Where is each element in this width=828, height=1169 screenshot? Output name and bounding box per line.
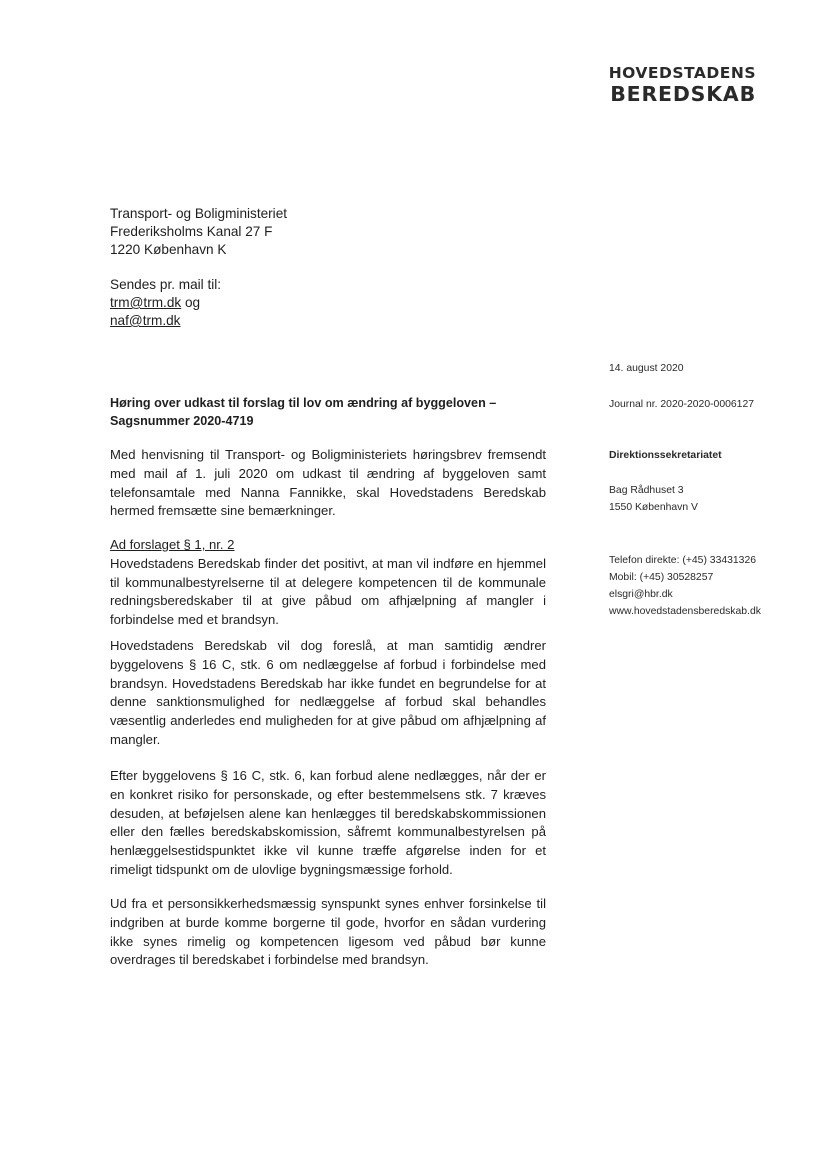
- direct-phone: Telefon direkte: (+45) 33431326: [609, 555, 757, 566]
- recipient-city: 1220 København K: [110, 242, 227, 257]
- mobile-phone: Mobil: (+45) 30528257: [609, 572, 714, 583]
- send-by-mail-block: [110, 276, 221, 330]
- section-block: [110, 536, 546, 630]
- paragraph-section-1: Hovedstadens Beredskab finder det positivt, at man vil indføre en hjemmel til kommunalbestyrelserne til at delegere kompetencen til de kommunale redningsberedskaber til at give påbud om afhjælpning af mangler i forbindelse med et brandsyn.: [110, 555, 546, 628]
- logo-line-1: HOVEDSTADENS: [608, 64, 756, 82]
- paragraph-conclusion: Ud fra et personsikkerhedsmæssig synspunkt synes enhver forsinkelse til indgriben at burde komme borgerne til gode, hvorfor en sådan vurdering ikke synes rimelig og kompetencen ligesom ved påbud bør kunne overdrages til beredskabet i forbindelse med brandsyn.: [110, 896, 546, 968]
- department-name: Direktionssekretariatet: [609, 450, 722, 461]
- website: www.hovedstadensberedskab.dk: [609, 606, 761, 617]
- recipient-address: [110, 205, 287, 259]
- recipient-street: Frederiksholms Kanal 27 F: [110, 224, 273, 239]
- paragraph-legal-basis: Efter byggelovens § 16 C, stk. 6, kan forbud alene nedlægges, når der er en konkret risiko for personskade, og efter bestemmelsens stk. 7 kræves desuden, at beføjelsen alene kan henlægges til beredskabskommissionen eller den fælles beredskabskomission, såfremt kommunalbestyrelsen på henlæggelsestidspunktet ikke vil kunne træffe afgørelse inden for et rimeligt tidspunkt om de ulovlige bygningsmæssige forhold.: [110, 768, 546, 877]
- sender-street: Bag Rådhuset 3: [609, 485, 684, 496]
- letter-date: 14. august 2020: [609, 363, 684, 374]
- section-heading: Ad forslaget § 1, nr. 2: [110, 537, 235, 552]
- email-connector: og: [181, 295, 201, 310]
- email-link-trm[interactable]: trm@trm.dk: [110, 295, 182, 310]
- sender-city: 1550 København V: [609, 502, 698, 513]
- letter-subject: Høring over udkast til forslag til lov om ændring af byggeloven – Sagsnummer 2020-4719: [110, 396, 497, 428]
- recipient-name: Transport- og Boligministeriet: [110, 206, 288, 221]
- paragraph-proposal: Hovedstadens Beredskab vil dog foreslå, at man samtidig ændrer byggelovens § 16 C, stk. 6 om nedlæggelse af forbud i forbindelse med brandsyn. Hovedstadens Beredskab har ikke fundet en begrundelse for at denne sanktionsmulighed for nedlæggelse af forbud skal behandles væsentlig anderledes end muligheden for at give påbud om afhjælpning af mangler.: [110, 638, 546, 747]
- organization-logo: [609, 66, 756, 104]
- journal-number: Journal nr. 2020-2020-0006127: [609, 399, 755, 410]
- logo-line-2: BEREDSKAB: [610, 81, 756, 106]
- email-link-naf[interactable]: naf@trm.dk: [110, 313, 181, 328]
- sender-email: elsgri@hbr.dk: [609, 589, 673, 600]
- paragraph-intro: Med henvisning til Transport- og Boligministeriets høringsbrev fremsendt med mail af 1. juli 2020 om udkast til ændring af byggeloven samt telefonsamtale med Nanna Fannikke, skal Hovedstadens Beredskab hermed fremsætte sine bemærkninger.: [110, 447, 546, 519]
- send-by-mail-label: Sendes pr. mail til:: [110, 277, 222, 292]
